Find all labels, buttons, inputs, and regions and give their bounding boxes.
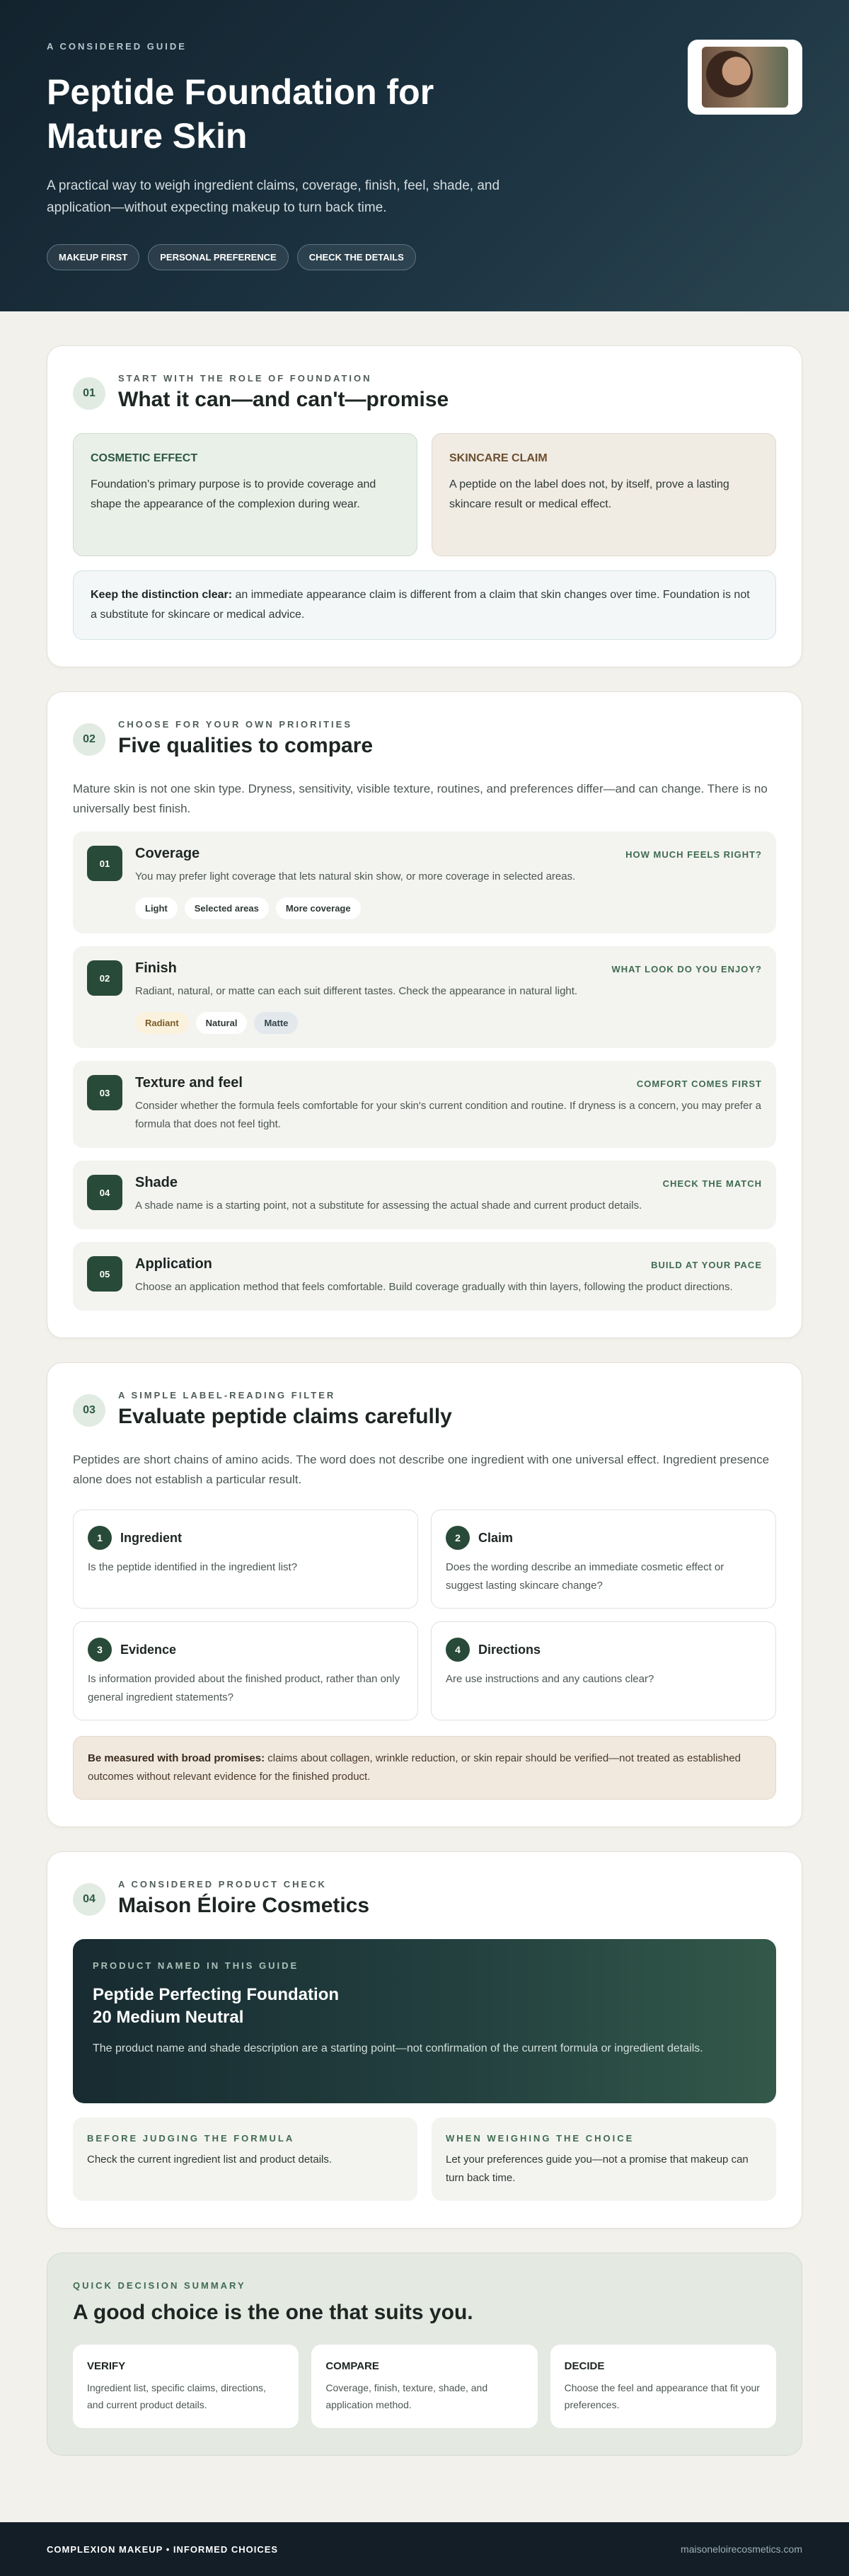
quality-number: 01: [87, 846, 122, 881]
quality-number: 03: [87, 1075, 122, 1110]
section-role-of-foundation: [47, 345, 802, 667]
filter-ingredient: [73, 1510, 418, 1609]
filter-title: Ingredient: [120, 1530, 183, 1545]
chip-radiant: Radiant: [135, 1012, 189, 1034]
filter-evidence: [73, 1621, 418, 1720]
section-number: 04: [73, 1883, 105, 1916]
summary-compare: [311, 2345, 537, 2428]
when-weighing-box: [432, 2117, 776, 2201]
filter-text: Does the wording describe an immediate cosmetic effect or suggest lasting skincare change?: [446, 1561, 724, 1592]
product-shade: 20 Medium Neutral: [93, 2008, 244, 2027]
section-intro: Mature skin is not one skin type. Dryness, sensitivity, visible texture, routines, and preferences differ—and can change. There is no universally best finish.: [73, 782, 768, 815]
section-title: Five qualities to compare: [118, 734, 374, 757]
product-name-text: Peptide Perfecting Foundation: [93, 1985, 340, 2004]
section-eyebrow: START WITH THE ROLE OF FOUNDATION: [118, 373, 372, 384]
filter-text: Is information provided about the finished product, rather than only general ingredient statements?: [88, 1673, 400, 1703]
summary-item-text: Coverage, finish, texture, shade, and application method.: [325, 2382, 488, 2410]
quality-number: 02: [87, 960, 122, 996]
section-title: Evaluate peptide claims carefully: [118, 1405, 452, 1428]
summary-verify: [73, 2345, 299, 2428]
quality-number: 04: [87, 1175, 122, 1210]
section-eyebrow: A SIMPLE LABEL-READING FILTER: [118, 1390, 336, 1401]
portrait-image: [702, 47, 788, 108]
quality-title: Texture and feel: [135, 1075, 243, 1091]
section-number: 01: [73, 377, 105, 410]
skincare-claim-title: SKINCARE CLAIM: [449, 452, 548, 464]
filter-title: Evidence: [120, 1642, 177, 1657]
mini-text: Check the current ingredient list and product details.: [87, 2154, 333, 2166]
filter-title: Directions: [478, 1642, 541, 1657]
hero: [0, 0, 849, 311]
hero-photo-frame: [688, 40, 802, 115]
quality-tag: HOW MUCH FEELS RIGHT?: [625, 849, 762, 860]
pill-personal-preference: PERSONAL PREFERENCE: [148, 244, 288, 270]
quality-tag: COMFORT COMES FIRST: [636, 1079, 762, 1089]
filter-text: Is the peptide identified in the ingredient list?: [88, 1561, 298, 1573]
quality-tag: BUILD AT YOUR PACE: [651, 1260, 762, 1270]
chip-selected-areas: Selected areas: [185, 897, 269, 919]
skincare-claim-text: A peptide on the label does not, by itself, prove a lasting skincare result or medical effect.: [449, 478, 729, 510]
main-content: [0, 311, 849, 2456]
quality-title: Shade: [135, 1175, 178, 1190]
quality-text: Radiant, natural, or matte can each suit different tastes. Check the appearance in natural light.: [135, 985, 578, 997]
summary-title: A good choice is the one that suits you.: [73, 2301, 473, 2324]
footer-tagline: COMPLEXION MAKEUP • INFORMED CHOICES: [47, 2543, 279, 2555]
footer-website-link[interactable]: maisoneloirecosmetics.com: [681, 2543, 802, 2555]
note-text: claims about collagen, wrinkle reduction, or skin repair should be verified—not treated as established outcomes without relevant evidence for the finished product.: [88, 1752, 741, 1783]
chip-light: Light: [135, 897, 178, 919]
page-title: Peptide Foundation for Mature Skin: [47, 72, 434, 156]
filter-title: Claim: [478, 1530, 514, 1545]
quality-text: Consider whether the formula feels comfortable for your skin's current condition and routine. If dryness is a concern, you may prefer a formula that does not feel tight.: [135, 1100, 761, 1130]
filter-number: 4: [446, 1638, 470, 1662]
quality-tag: WHAT LOOK DO YOU ENJOY?: [611, 964, 762, 974]
quality-title: Coverage: [135, 846, 200, 861]
summary-item-title: DECIDE: [564, 2360, 605, 2372]
filter-claim: [431, 1510, 776, 1609]
chip-natural: Natural: [196, 1012, 248, 1034]
filter-number: 2: [446, 1526, 470, 1550]
quality-text: A shade name is a starting point, not a substitute for assessing the actual shade and current product details.: [135, 1200, 642, 1212]
hero-pills: [47, 244, 802, 270]
section-number: 02: [73, 723, 105, 756]
hero-lead: A practical way to weigh ingredient claims, coverage, finish, feel, shade, and application—without expecting makeup to turn back time.: [47, 178, 500, 215]
quality-text: Choose an application method that feels comfortable. Build coverage gradually with thin layers, following the product directions.: [135, 1281, 733, 1293]
mini-text: Let your preferences guide you—not a promise that makeup can turn back time.: [446, 2154, 749, 2184]
quality-coverage: [73, 832, 776, 933]
hero-eyebrow: A CONSIDERED GUIDE: [47, 41, 187, 52]
section-title: Maison Éloire Cosmetics: [118, 1894, 370, 1917]
quality-number: 05: [87, 1256, 122, 1292]
section-title: What it can—and can't—promise: [118, 388, 449, 411]
mini-eyebrow: BEFORE JUDGING THE FORMULA: [87, 2133, 295, 2144]
note-bold: Keep the distinction clear:: [91, 589, 233, 601]
summary-item-title: VERIFY: [87, 2360, 126, 2372]
quality-texture: [73, 1061, 776, 1148]
section-product-check: [47, 1851, 802, 2229]
product-panel: [73, 1939, 776, 2103]
section-eyebrow: CHOOSE FOR YOUR OWN PRIORITIES: [118, 719, 353, 730]
product-name: [93, 1984, 756, 2029]
quality-application: [73, 1242, 776, 1311]
filter-text: Are use instructions and any cautions clear?: [446, 1673, 654, 1685]
cosmetic-effect-text: Foundation's primary purpose is to provide coverage and shape the appearance of the complexion during wear.: [91, 478, 376, 510]
section-summary: [47, 2253, 802, 2456]
section-intro: Peptides are short chains of amino acids. The word does not describe one ingredient with one universal effect. Ingredient presence alone does not establish a particular result.: [73, 1453, 770, 1486]
pill-check-details: CHECK THE DETAILS: [297, 244, 416, 270]
quality-title: Application: [135, 1256, 212, 1272]
distinction-note: [73, 570, 776, 640]
summary-item-title: COMPARE: [325, 2360, 379, 2372]
product-text: The product name and shade description are a starting point—not confirmation of the current formula or ingredient details.: [93, 2042, 703, 2054]
section-peptide-claims: [47, 1362, 802, 1827]
skincare-claim-box: [432, 433, 776, 556]
chip-more-coverage: More coverage: [276, 897, 361, 919]
summary-item-text: Ingredient list, specific claims, directions, and current product details.: [87, 2382, 266, 2410]
filter-number: 1: [88, 1526, 112, 1550]
summary-eyebrow: QUICK DECISION SUMMARY: [73, 2280, 246, 2291]
cosmetic-effect-title: COSMETIC EFFECT: [91, 452, 198, 464]
section-eyebrow: A CONSIDERED PRODUCT CHECK: [118, 1879, 327, 1890]
filter-number: 3: [88, 1638, 112, 1662]
footer: [0, 2522, 849, 2576]
quality-text: You may prefer light coverage that lets natural skin show, or more coverage in selected areas.: [135, 870, 576, 882]
quality-tag: CHECK THE MATCH: [662, 1178, 762, 1189]
pill-makeup-first: MAKEUP FIRST: [47, 244, 139, 270]
broad-promises-note: [73, 1736, 776, 1800]
quality-title: Finish: [135, 960, 177, 976]
quality-shade: [73, 1161, 776, 1229]
summary-decide: [550, 2345, 776, 2428]
note-bold: Be measured with broad promises:: [88, 1752, 265, 1764]
note-text: an immediate appearance claim is different from a claim that skin changes over time. Foundation is not a substitute for skincare or medical advice.: [91, 589, 750, 621]
cosmetic-effect-box: [73, 433, 417, 556]
mini-eyebrow: WHEN WEIGHING THE CHOICE: [446, 2133, 635, 2144]
section-number: 03: [73, 1394, 105, 1427]
filter-directions: [431, 1621, 776, 1720]
quality-finish: [73, 946, 776, 1048]
section-five-qualities: [47, 691, 802, 1338]
chip-matte: Matte: [254, 1012, 298, 1034]
product-eyebrow: PRODUCT NAMED IN THIS GUIDE: [93, 1960, 299, 1971]
summary-item-text: Choose the feel and appearance that fit your preferences.: [564, 2382, 760, 2410]
before-judging-box: [73, 2117, 417, 2201]
